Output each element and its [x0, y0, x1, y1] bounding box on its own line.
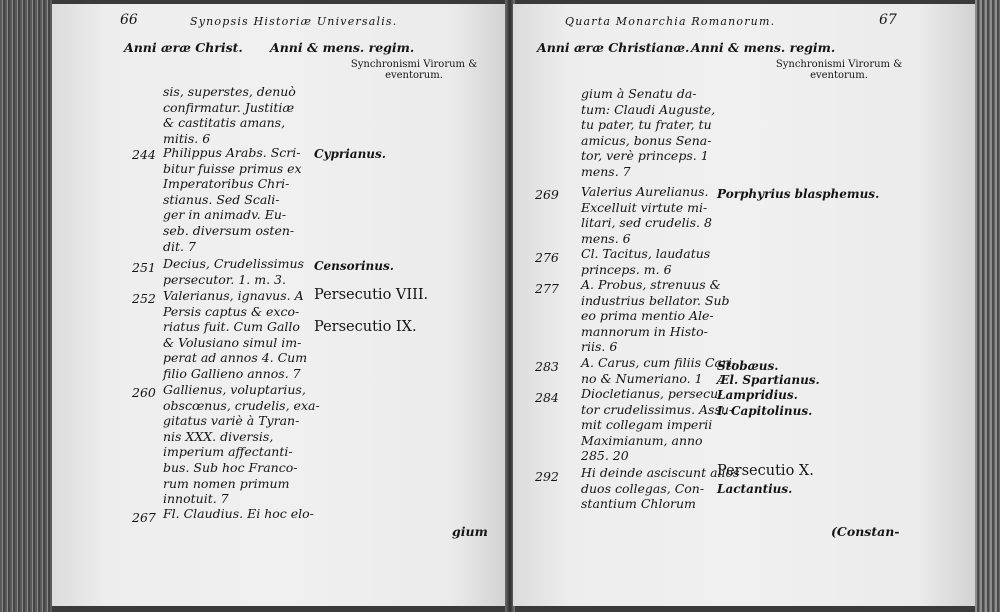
- book-right-edge: [975, 0, 1000, 612]
- entry-year: 251: [132, 260, 156, 275]
- catchword: gium: [452, 524, 488, 539]
- entry-text: Philippus Arabs. Scri- bitur fuisse primus ex Imperatoribus Chri- stianus. Sed Scali- ger in animadv. Eu- seb. diversum osten- dit. 7: [163, 145, 302, 254]
- entry-text: Fl. Claudius. Ei hoc elo-: [163, 506, 314, 521]
- entry-year: 260: [132, 385, 156, 400]
- page-number: 67: [879, 12, 897, 28]
- catchword: (Constan-: [831, 524, 900, 539]
- entry-year: 269: [535, 187, 559, 202]
- page-number: 66: [120, 12, 138, 28]
- col-sync-head: Synchronismi Virorum & eventorum.: [775, 59, 903, 81]
- entry-year: 277: [535, 281, 559, 296]
- entry-text: Diocletianus, persecu- tor crudelissimus. Assu- mit collegam imperii Maximianum, anno 285. 20: [581, 386, 734, 464]
- running-head: Synopsis Historiæ Universalis.: [190, 15, 398, 28]
- synchronism: Persecutio X.: [717, 463, 814, 479]
- col-sync-head: Synchronismi Virorum & eventorum.: [350, 59, 478, 81]
- entry-text: gium à Senatu da- tum: Claudi Auguste, tu pater, tu frater, tu amicus, bonus Sena- tor, verè princeps. 1 mens. 7: [581, 86, 716, 179]
- entry-text: Decius, Crudelissimus persecutor. 1. m. 3.: [163, 256, 304, 287]
- entry-year: 283: [535, 359, 559, 374]
- book-left-edge: [0, 0, 52, 612]
- synchronism: Stobæus.: [717, 359, 779, 373]
- synchronism: Lactantius.: [717, 482, 793, 496]
- entry-text: Hi deinde asciscunt alios duos collegas, Con- stantium Chlorum: [581, 465, 740, 512]
- entry-text: Cl. Tacitus, laudatus princeps. m. 6: [581, 246, 711, 277]
- entry-text: A. Probus, strenuus & industrius bellator. Sub eo prima mentio Ale- mannorum in Histo- riis. 6: [581, 277, 730, 355]
- synchronism: Porphyrius blasphemus.: [717, 187, 880, 201]
- col-years-head: Anni æræ Christ.: [124, 40, 243, 55]
- synchronism-list: Æl. Spartianus. Lampridius. I. Capitolinus.: [717, 373, 820, 418]
- entry-text: sis, superstes, denuò confirmatur. Justitiæ & castitatis amans, mitis. 6: [163, 84, 296, 146]
- entry-text: Valerius Aurelianus. Excelluit virtute mi- litari, sed crudelis. 8 mens. 6: [581, 184, 712, 246]
- entry-text: Valerianus, ignavus. A Persis captus & exco- riatus fuit. Cum Gallo & Volusiano simul im- perat ad annos 4. Cum filio Gallieno annos. 7: [163, 288, 308, 381]
- synchronism: Censorinus.: [314, 259, 394, 273]
- synchronism: Persecutio VIII.: [314, 287, 429, 303]
- synchronism: Cyprianus.: [314, 147, 386, 161]
- col-reign-head: Anni & mens. regim.: [270, 40, 415, 55]
- col-years-head: Anni æræ Christianæ.: [537, 40, 690, 55]
- synchronism: Persecutio IX.: [314, 319, 417, 335]
- entry-text: A. Carus, cum filiis Cari- no & Numeriano. 1: [581, 355, 737, 386]
- entry-year: 244: [132, 147, 156, 162]
- left-page: [52, 4, 507, 606]
- entry-year: 267: [132, 510, 156, 525]
- entry-year: 284: [535, 390, 559, 405]
- entry-year: 292: [535, 469, 559, 484]
- entry-year: 252: [132, 291, 156, 306]
- running-head: Quarta Monarchia Romanorum.: [565, 15, 776, 28]
- entry-text: Gallienus, voluptarius, obscœnus, crudelis, exa- gitatus variè à Tyran- nis XXX. diversis, imperium affectanti- bus. Sub hoc Franco- rum nomen primum innotuit. 7: [163, 382, 320, 507]
- right-page: [513, 4, 975, 606]
- entry-year: 276: [535, 250, 559, 265]
- col-reign-head: Anni & mens. regim.: [691, 40, 836, 55]
